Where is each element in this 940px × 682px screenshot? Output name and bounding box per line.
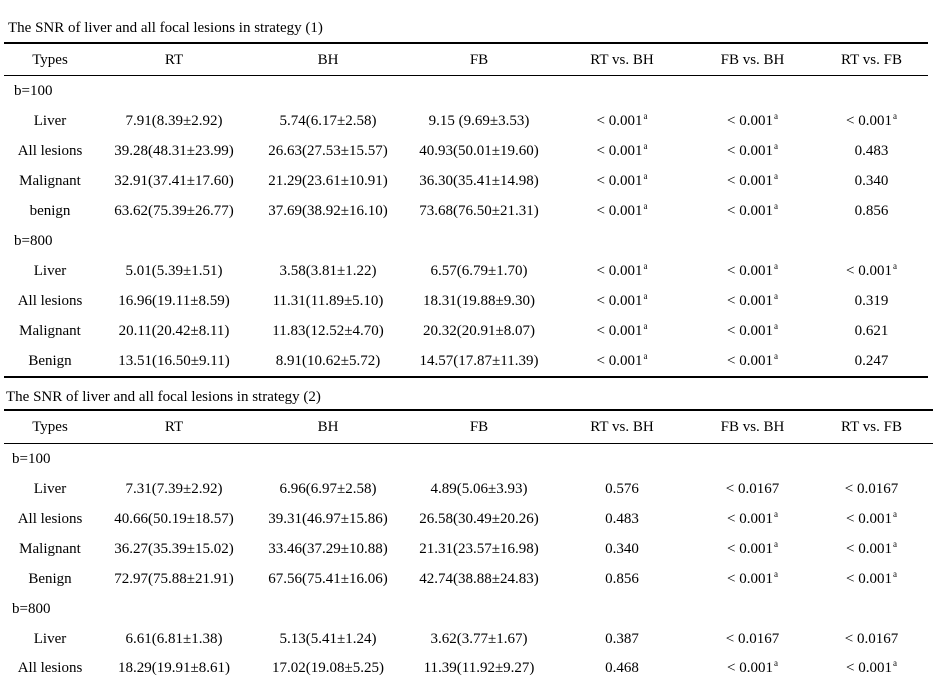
- p-value: [815, 292, 928, 310]
- section-row: [4, 594, 933, 624]
- p-value: [554, 352, 690, 370]
- row-type: Liver: [33, 263, 67, 279]
- snr-value: 42.74(38.88±24.83): [419, 571, 539, 587]
- snr-value: 17.02(19.08±5.25): [272, 660, 384, 676]
- snr-value: 18.29(19.91±8.61): [118, 660, 230, 676]
- table-row: [4, 286, 928, 316]
- section-row: [4, 444, 933, 474]
- p-value-text: < 0.001: [727, 143, 773, 159]
- p-value-text: 0.483: [605, 511, 639, 527]
- table-row: [4, 136, 928, 166]
- p-value: [554, 262, 690, 280]
- snr-value: 39.31(46.97±15.86): [268, 511, 388, 527]
- p-value-superscript: a: [892, 261, 897, 271]
- p-value-superscript: a: [773, 539, 778, 549]
- snr-value: 32.91(37.41±17.60): [114, 173, 234, 189]
- section-label: b=800: [12, 601, 51, 617]
- column-header: RT vs. BH: [590, 51, 654, 68]
- snr-value: 20.32(20.91±8.07): [423, 323, 535, 339]
- p-value-text: < 0.001: [727, 173, 773, 189]
- table-row: [4, 166, 928, 196]
- snr-value: 6.96(6.97±2.58): [279, 481, 377, 497]
- p-value-text: < 0.001: [727, 660, 773, 676]
- snr-table-strategy-1: [4, 42, 928, 378]
- row-type: Malignant: [19, 541, 81, 557]
- snr-value: 11.39(11.92±9.27): [423, 660, 535, 676]
- p-value-text: < 0.001: [596, 113, 643, 129]
- p-value: [815, 659, 928, 677]
- row-type: Benign: [28, 571, 72, 587]
- p-value-superscript: a: [773, 261, 778, 271]
- row-type: All lesions: [17, 660, 83, 676]
- p-value-text: 0.576: [605, 481, 639, 497]
- p-value-superscript: a: [643, 291, 648, 301]
- p-value: [690, 292, 815, 310]
- snr-value: 7.91(8.39±2.92): [125, 113, 223, 129]
- p-value: [554, 630, 690, 648]
- p-value: [690, 630, 815, 648]
- snr-value: 6.57(6.79±1.70): [430, 263, 528, 279]
- p-value-text: < 0.0167: [844, 481, 899, 497]
- p-value: [815, 510, 928, 528]
- snr-value: 11.83(12.52±4.70): [272, 323, 384, 339]
- snr-value: 4.89(5.06±3.93): [430, 481, 528, 497]
- p-value-text: < 0.001: [727, 113, 773, 129]
- table-row: [4, 534, 933, 564]
- p-value-text: < 0.001: [596, 143, 643, 159]
- p-value-text: < 0.001: [846, 541, 892, 557]
- p-value-text: < 0.001: [596, 353, 643, 369]
- snr-value: 14.57(17.87±11.39): [419, 353, 539, 369]
- snr-value: 5.13(5.41±1.24): [279, 631, 377, 647]
- snr-value: 5.01(5.39±1.51): [125, 263, 223, 279]
- p-value-text: 0.468: [605, 660, 639, 676]
- p-value-text: < 0.001: [596, 203, 643, 219]
- p-value: [815, 570, 928, 588]
- snr-value: 67.56(75.41±16.06): [268, 571, 388, 587]
- p-value-text: < 0.001: [727, 511, 773, 527]
- p-value-text: 0.247: [854, 353, 889, 369]
- p-value-superscript: a: [892, 658, 897, 668]
- p-value-text: < 0.001: [846, 660, 892, 676]
- section-row: [4, 226, 928, 256]
- snr-value: 6.61(6.81±1.38): [125, 631, 223, 647]
- p-value-text: < 0.001: [727, 571, 773, 587]
- p-value: [815, 352, 928, 370]
- p-value: [815, 322, 928, 340]
- p-value-text: < 0.001: [727, 263, 773, 279]
- snr-value: 13.51(16.50±9.11): [118, 353, 230, 369]
- section-label: b=100: [14, 83, 53, 99]
- snr-value: 37.69(38.92±16.10): [268, 203, 388, 219]
- snr-value: 26.58(30.49±20.26): [419, 511, 539, 527]
- p-value: [554, 570, 690, 588]
- p-value: [815, 630, 928, 648]
- p-value: [554, 202, 690, 220]
- snr-value: 20.11(20.42±8.11): [118, 323, 230, 339]
- row-type: Malignant: [19, 323, 81, 339]
- p-value: [554, 510, 690, 528]
- snr-value: 40.93(50.01±19.60): [419, 143, 539, 159]
- snr-value: 73.68(76.50±21.31): [419, 203, 539, 219]
- column-header: RT vs. FB: [841, 51, 902, 68]
- p-value-text: 0.340: [605, 541, 639, 557]
- column-header: FB: [469, 51, 489, 68]
- row-type: benign: [29, 203, 71, 219]
- snr-value: 11.31(11.89±5.10): [272, 293, 384, 309]
- p-value: [815, 480, 928, 498]
- section-row: [4, 76, 928, 106]
- table-row: [4, 106, 928, 136]
- snr-table-strategy-2: [4, 409, 933, 682]
- row-type: All lesions: [17, 511, 83, 527]
- snr-value: 9.15 (9.69±3.53): [428, 113, 530, 129]
- snr-value: 21.29(23.61±10.91): [268, 173, 388, 189]
- p-value: [554, 322, 690, 340]
- p-value-superscript: a: [892, 509, 897, 519]
- snr-value: 40.66(50.19±18.57): [114, 511, 234, 527]
- snr-value: 33.46(37.29±10.88): [268, 541, 388, 557]
- snr-value: 39.28(48.31±23.99): [114, 143, 234, 159]
- column-header: FB vs. BH: [720, 51, 785, 68]
- p-value-superscript: a: [643, 201, 648, 211]
- snr-value: 8.91(10.62±5.72): [275, 353, 381, 369]
- p-value-text: < 0.001: [727, 323, 773, 339]
- p-value-text: < 0.001: [596, 293, 643, 309]
- section-label: b=800: [14, 233, 53, 249]
- header-row: [4, 411, 933, 444]
- table-row: [4, 196, 928, 226]
- p-value: [690, 202, 815, 220]
- p-value: [554, 142, 690, 160]
- snr-value: 26.63(27.53±15.57): [268, 143, 388, 159]
- row-type: Liver: [33, 113, 67, 129]
- p-value-superscript: a: [892, 111, 897, 121]
- p-value-superscript: a: [643, 351, 648, 361]
- p-value: [554, 659, 690, 677]
- snr-value: 72.97(75.88±21.91): [114, 571, 234, 587]
- p-value-text: < 0.001: [596, 263, 643, 279]
- table-row: [4, 474, 933, 504]
- column-header: RT: [164, 51, 184, 68]
- column-header: Types: [32, 51, 68, 68]
- p-value-superscript: a: [773, 141, 778, 151]
- p-value: [690, 540, 815, 558]
- p-value-text: 0.319: [854, 293, 889, 309]
- p-value: [690, 480, 815, 498]
- snr-value: 5.74(6.17±2.58): [279, 113, 377, 129]
- p-value-text: < 0.001: [596, 173, 643, 189]
- p-value-superscript: a: [773, 321, 778, 331]
- snr-value: 21.31(23.57±16.98): [419, 541, 539, 557]
- p-value: [554, 540, 690, 558]
- row-type: Liver: [33, 631, 67, 647]
- table-row: [4, 564, 933, 594]
- column-header: FB: [469, 419, 489, 435]
- table-row: [4, 504, 933, 534]
- p-value: [815, 172, 928, 190]
- snr-value: 18.31(19.88±9.30): [423, 293, 535, 309]
- p-value: [554, 480, 690, 498]
- p-value-text: 0.387: [605, 631, 639, 647]
- p-value-text: 0.856: [854, 203, 889, 219]
- p-value-superscript: a: [773, 351, 778, 361]
- table-title: The SNR of liver and all focal lesions in strategy (2): [6, 389, 321, 405]
- column-header: RT vs. FB: [841, 419, 902, 435]
- column-header: Types: [32, 419, 68, 435]
- p-value-text: < 0.001: [727, 293, 773, 309]
- p-value-text: < 0.0167: [725, 481, 780, 497]
- p-value-text: < 0.001: [846, 113, 892, 129]
- p-value: [554, 112, 690, 130]
- p-value-superscript: a: [643, 261, 648, 271]
- p-value: [815, 142, 928, 160]
- p-value-superscript: a: [773, 509, 778, 519]
- p-value-text: 0.621: [854, 323, 889, 339]
- table-title: The SNR of liver and all focal lesions in strategy (1): [8, 20, 323, 36]
- p-value: [690, 659, 815, 677]
- snr-value: 3.58(3.81±1.22): [279, 263, 377, 279]
- header-row: [4, 44, 928, 76]
- p-value-text: < 0.001: [727, 203, 773, 219]
- p-value-superscript: a: [773, 111, 778, 121]
- p-value: [690, 510, 815, 528]
- p-value-text: < 0.001: [846, 571, 892, 587]
- row-type: All lesions: [17, 143, 83, 159]
- p-value: [690, 322, 815, 340]
- p-value: [690, 570, 815, 588]
- column-header: FB vs. BH: [720, 419, 785, 435]
- table-row: [4, 346, 928, 376]
- p-value-superscript: a: [643, 111, 648, 121]
- column-header: BH: [317, 419, 339, 435]
- snr-value: 36.27(35.39±15.02): [114, 541, 234, 557]
- p-value: [815, 112, 928, 130]
- p-value-superscript: a: [892, 539, 897, 549]
- p-value: [690, 262, 815, 280]
- table-row: [4, 654, 933, 682]
- p-value-text: 0.856: [605, 571, 639, 587]
- p-value-text: 0.340: [854, 173, 889, 189]
- snr-value: 3.62(3.77±1.67): [430, 631, 528, 647]
- p-value-superscript: a: [773, 291, 778, 301]
- p-value-text: 0.483: [854, 143, 889, 159]
- section-label: b=100: [12, 451, 51, 467]
- snr-value: 36.30(35.41±14.98): [419, 173, 539, 189]
- p-value-text: < 0.001: [727, 541, 773, 557]
- snr-value: 63.62(75.39±26.77): [114, 203, 234, 219]
- column-header: BH: [317, 51, 339, 68]
- p-value: [554, 172, 690, 190]
- snr-value: 7.31(7.39±2.92): [125, 481, 223, 497]
- p-value: [690, 352, 815, 370]
- p-value-text: < 0.0167: [725, 631, 780, 647]
- p-value-superscript: a: [643, 321, 648, 331]
- p-value-text: < 0.001: [727, 353, 773, 369]
- table-row: [4, 624, 933, 654]
- snr-value: 16.96(19.11±8.59): [118, 293, 230, 309]
- row-type: Liver: [33, 481, 67, 497]
- table-row: [4, 316, 928, 346]
- p-value: [815, 540, 928, 558]
- table-row: [4, 256, 928, 286]
- p-value: [815, 202, 928, 220]
- p-value-text: < 0.001: [596, 323, 643, 339]
- row-type: Malignant: [19, 173, 81, 189]
- p-value-superscript: a: [643, 141, 648, 151]
- p-value-superscript: a: [773, 658, 778, 668]
- p-value-text: < 0.0167: [844, 631, 899, 647]
- column-header: RT: [164, 419, 184, 435]
- p-value: [690, 172, 815, 190]
- p-value-superscript: a: [892, 569, 897, 579]
- p-value: [815, 262, 928, 280]
- row-type: Benign: [28, 353, 72, 369]
- p-value-text: < 0.001: [846, 511, 892, 527]
- p-value-text: < 0.001: [846, 263, 892, 279]
- p-value: [554, 292, 690, 310]
- column-header: RT vs. BH: [590, 419, 654, 435]
- p-value-superscript: a: [773, 171, 778, 181]
- p-value-superscript: a: [643, 171, 648, 181]
- row-type: All lesions: [17, 293, 83, 309]
- p-value-superscript: a: [773, 569, 778, 579]
- p-value-superscript: a: [773, 201, 778, 211]
- p-value: [690, 142, 815, 160]
- p-value: [690, 112, 815, 130]
